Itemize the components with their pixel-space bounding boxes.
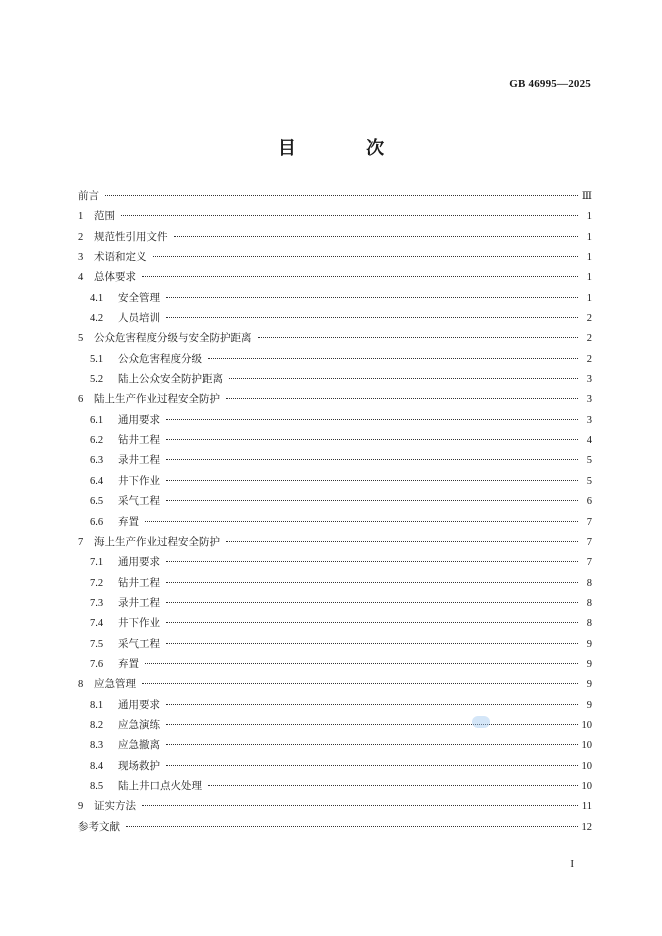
dot-leader [229,378,578,379]
dot-leader [145,663,578,664]
toc-entry-number: 7.5 [90,638,104,650]
dot-leader [142,805,578,806]
toc-entry-label: 现场救护 [118,759,160,772]
toc-entry-number: 4 [78,272,84,284]
toc-entry-label: 证实方法 [94,800,136,813]
toc-entry[interactable] [78,552,592,572]
toc-entry[interactable] [78,776,592,796]
toc-entry-number: 7.2 [90,577,104,589]
toc-entry[interactable] [78,654,592,674]
toc-entry-label: 应急演练 [118,718,160,731]
dot-leader [105,195,578,196]
toc-entry-page: 9 [586,699,592,711]
toc-entry[interactable] [78,674,592,694]
toc-entry-number: 4.2 [90,313,104,325]
toc-entry-number: 7.6 [90,658,104,670]
toc-entry-page: 10 [581,740,592,752]
dot-leader [166,602,578,603]
toc-entry-page: 1 [586,211,592,223]
toc-entry-number: 5 [78,333,84,345]
toc-entry[interactable] [78,735,592,755]
dot-leader [258,337,579,338]
toc-entry-page: 5 [586,475,592,487]
toc-entry-page: 4 [586,435,592,447]
toc-entry-number: 8.4 [90,760,104,772]
toc-entry-number: 6.4 [90,475,104,487]
toc-entry-label: 通用要求 [118,556,160,569]
dot-leader [153,256,579,257]
toc-entry-label: 录井工程 [118,596,160,609]
toc-entry-page: 10 [581,719,592,731]
toc-entry[interactable] [78,756,592,776]
dot-leader [166,317,578,318]
toc-entry-number: 7.4 [90,618,104,630]
toc-entry-label: 井下作业 [118,474,160,487]
toc-entry[interactable] [78,613,592,633]
toc-entry[interactable] [78,247,592,267]
toc-entry-page: 5 [586,455,592,467]
toc-entry-page: 10 [581,780,592,792]
dot-leader [166,704,578,705]
toc-entry-page: 12 [581,821,592,833]
toc-entry-number: 1 [78,211,84,223]
toc-entry-label: 前言 [78,190,99,202]
toc-entry-page: 8 [586,618,592,630]
dot-leader [208,785,578,786]
toc-entry[interactable] [78,593,592,613]
dot-leader [166,744,578,745]
toc-entry-number: 4.1 [90,292,104,304]
toc-entry-page: 6 [586,496,592,508]
toc-entry-page: 1 [586,231,592,243]
dot-leader [121,215,578,216]
toc-entry[interactable] [78,695,592,715]
toc-entry[interactable] [78,227,592,247]
toc-entry[interactable] [78,491,592,511]
dot-leader [166,459,578,460]
toc-entry-page: 7 [586,536,592,548]
toc-entry-page: 1 [586,252,592,264]
toc-entry-label: 海上生产作业过程安全防护 [94,535,220,548]
page-title: 目 次 [277,138,417,159]
toc-entry[interactable] [78,410,592,430]
toc-entry-number: 6 [78,394,84,406]
toc-entry-number: 8.2 [90,719,104,731]
toc-entry-page: 2 [586,333,592,345]
toc-entry-label: 通用要求 [118,698,160,711]
toc-entry-label: 术语和定义 [94,251,147,264]
dot-leader [226,541,578,542]
toc-entry-page: 9 [586,638,592,650]
toc-entry-label: 公众危害程度分级 [118,352,202,365]
toc-entry-label: 钻井工程 [118,576,160,589]
toc-entry-number: 7.1 [90,557,104,569]
toc-entry[interactable] [78,430,592,450]
toc-entry-label: 陆上公众安全防护距离 [118,373,223,386]
toc-entry-page: 9 [586,679,592,691]
toc-entry-label: 应急撤离 [118,739,160,752]
toc-entry-page: 2 [586,353,592,365]
toc-entry-page: Ⅲ [581,191,592,202]
toc-entry-number: 8.3 [90,740,104,752]
dot-leader [142,683,578,684]
toc-entry-page: 8 [586,577,592,589]
toc-entry-number: 5.1 [90,353,104,365]
dot-leader [126,826,578,827]
toc-entry-number: 8.1 [90,699,104,711]
toc-entry-label: 通用要求 [118,413,160,426]
toc-entry[interactable] [78,715,592,735]
toc-entry-label: 规范性引用文件 [94,230,168,243]
toc-entry-label: 总体要求 [94,271,136,284]
toc-entry-label: 参考文献 [78,820,120,833]
toc-entry[interactable] [78,573,592,593]
toc-entry-number: 7.3 [90,597,104,609]
toc-entry[interactable] [78,328,592,348]
dot-leader [166,500,578,501]
toc-entry-label: 陆上井口点火处理 [118,779,202,792]
toc-entry[interactable] [78,634,592,654]
dot-leader [166,765,578,766]
dot-leader [166,622,578,623]
toc-entry-label: 井下作业 [118,617,160,630]
dot-leader [166,439,578,440]
toc-entry[interactable] [78,471,592,491]
dot-leader [166,297,578,298]
toc-entry[interactable] [78,532,592,552]
toc-entry[interactable] [78,512,592,532]
table-of-contents [78,186,592,837]
toc-entry-label: 应急管理 [94,678,136,691]
toc-entry[interactable] [78,288,592,308]
toc-entry[interactable] [78,817,592,837]
dot-leader [174,236,579,237]
toc-entry-label: 弃置 [118,515,139,528]
toc-entry-number: 6.1 [90,414,104,426]
toc-entry[interactable] [78,796,592,816]
dot-leader [166,480,578,481]
toc-entry-page: 7 [586,557,592,569]
toc-entry[interactable] [78,349,592,369]
toc-entry-page: 8 [586,597,592,609]
toc-entry-number: 6.2 [90,435,104,447]
toc-entry-page: 3 [586,414,592,426]
toc-entry[interactable] [78,389,592,409]
toc-entry[interactable] [78,206,592,226]
toc-entry-page: 3 [586,394,592,406]
dot-leader [166,724,578,725]
toc-entry-number: 5.2 [90,374,104,386]
toc-entry-number: 6.5 [90,496,104,508]
highlight-mark [472,716,490,728]
toc-entry[interactable] [78,267,592,287]
toc-entry-page: 1 [586,292,592,304]
toc-entry-label: 公众危害程度分级与安全防护距离 [94,332,252,345]
toc-entry-number: 9 [78,801,84,813]
toc-entry-number: 7 [78,536,84,548]
toc-entry-label: 采气工程 [118,495,160,508]
page-number: I [570,858,574,870]
dot-leader [166,561,578,562]
toc-entry-label: 钻井工程 [118,434,160,447]
dot-leader [142,276,578,277]
toc-entry[interactable] [78,369,592,389]
toc-entry-label: 陆上生产作业过程安全防护 [94,393,220,406]
toc-entry-page: 1 [586,272,592,284]
toc-entry-number: 3 [78,252,84,264]
toc-entry-page: 10 [581,760,592,772]
toc-entry-label: 人员培训 [118,312,160,325]
toc-entry-number: 8.5 [90,780,104,792]
toc-entry-label: 录井工程 [118,454,160,467]
dot-leader [226,398,578,399]
dot-leader [145,521,578,522]
toc-entry-number: 6.3 [90,455,104,467]
toc-entry[interactable] [78,308,592,328]
dot-leader [166,582,578,583]
toc-entry-label: 采气工程 [118,637,160,650]
toc-entry-label: 安全管理 [118,291,160,304]
toc-entry-label: 弃置 [118,657,139,670]
dot-leader [166,419,578,420]
toc-entry-number: 6.6 [90,516,104,528]
standard-number: GB 46995—2025 [509,78,591,90]
toc-entry-page: 3 [586,374,592,386]
toc-entry-page: 2 [586,313,592,325]
toc-entry[interactable] [78,450,592,470]
toc-entry-page: 9 [586,658,592,670]
toc-entry-number: 8 [78,679,84,691]
dot-leader [166,643,578,644]
toc-entry-page: 11 [581,801,592,813]
toc-entry-label: 范围 [94,210,115,223]
toc-entry-page: 7 [586,516,592,528]
dot-leader [208,358,578,359]
toc-entry[interactable] [78,186,592,206]
toc-entry-number: 2 [78,231,84,243]
